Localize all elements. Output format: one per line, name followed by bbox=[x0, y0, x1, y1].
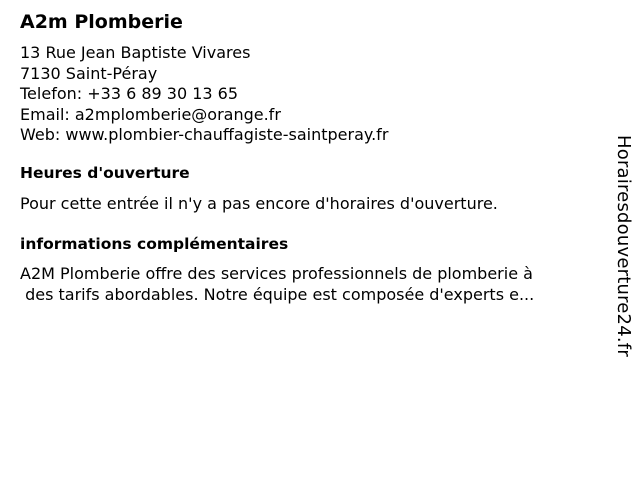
phone-number[interactable]: Telefon: +33 6 89 30 13 65 bbox=[20, 84, 239, 103]
additional-info-line-1: A2M Plomberie offre des services professionnels de plomberie à bbox=[20, 264, 533, 283]
city-address: 7130 Saint-Péray bbox=[20, 63, 158, 83]
opening-hours-heading: Heures d'ouverture bbox=[20, 164, 190, 182]
additional-info-line-2: des tarifs abordables. Notre équipe est composée d'experts e... bbox=[20, 285, 535, 304]
contact-details bbox=[20, 43, 388, 146]
email-address[interactable]: Email: a2mplomberie@orange.fr bbox=[20, 104, 281, 124]
additional-info-heading: informations complémentaires bbox=[20, 235, 289, 253]
site-watermark: Horairesdouverture24.fr bbox=[613, 135, 634, 357]
opening-hours-text: Pour cette entrée il n'y a pas encore d'horaires d'ouverture. bbox=[20, 194, 498, 213]
business-name: A2m Plomberie bbox=[20, 11, 183, 33]
street-address: 13 Rue Jean Baptiste Vivares bbox=[20, 43, 251, 62]
website-link[interactable]: Web: www.plombier-chauffagiste-saintperay.fr bbox=[20, 125, 389, 144]
